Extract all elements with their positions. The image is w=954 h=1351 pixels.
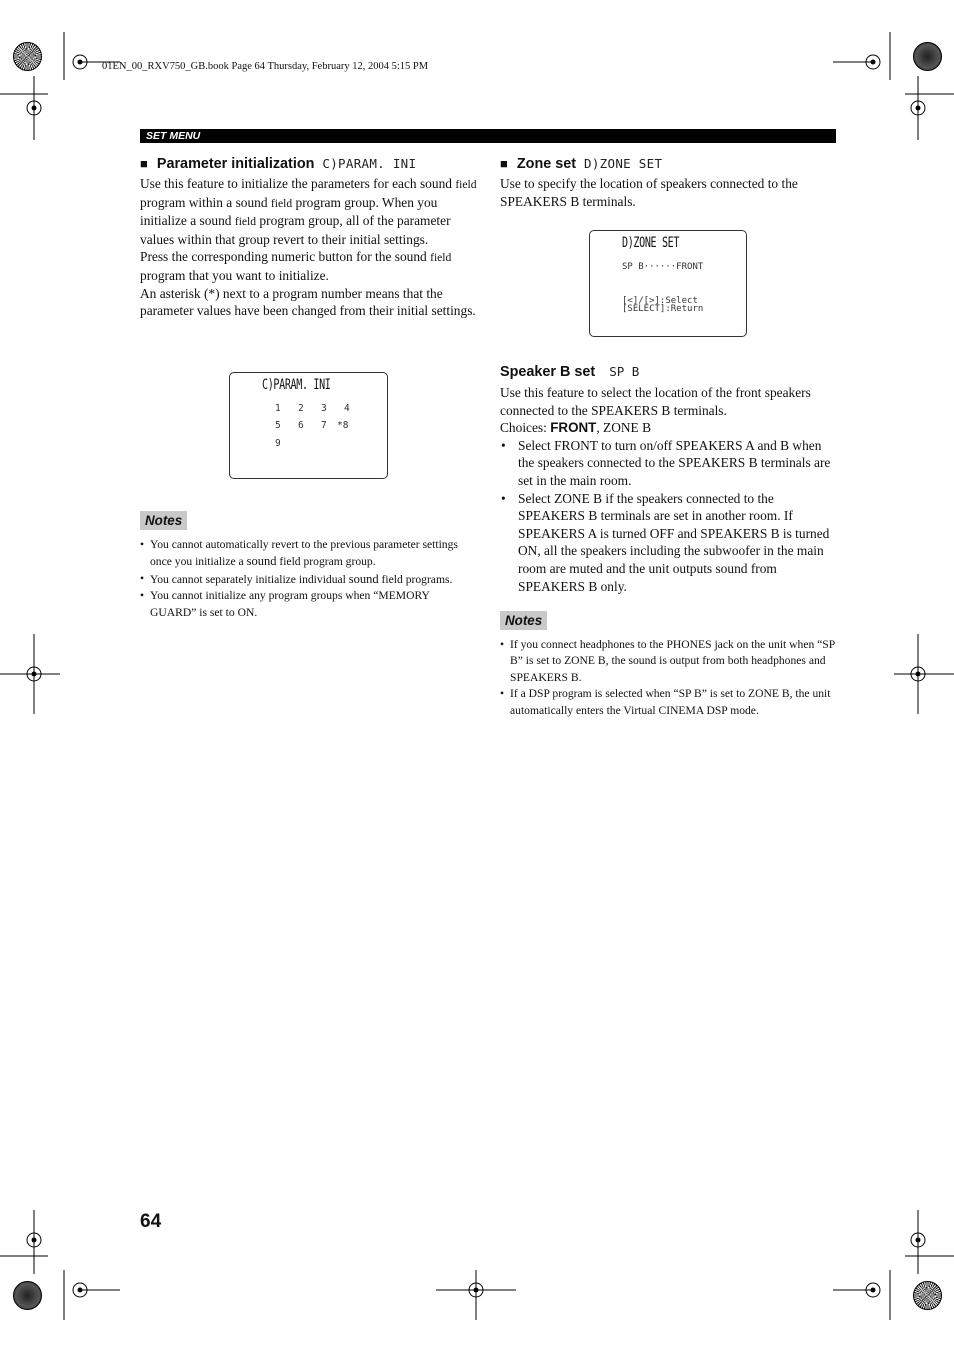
- note-item: [140, 588, 470, 621]
- lcd-program-number: 9: [275, 438, 281, 449]
- speaker-b-title: Speaker B set: [500, 364, 596, 380]
- note-item: • If you connect headphones to the PHONES jack on the unit when “SP B” is set to ZONE B, the sound is output from both headphones and SPEAKERS B.: [500, 637, 836, 686]
- lcd-title: C)PARAM. INI: [262, 377, 331, 393]
- text-run: field: [430, 251, 452, 265]
- notes-label: Notes: [140, 511, 187, 530]
- text-run: You cannot separately initialize individual: [150, 572, 349, 586]
- param-init-lcd-display: [229, 372, 388, 479]
- param-init-paragraph-3: An asterisk (*) next to a program number means that the parameter values have been changed from their initial settings.: [140, 285, 476, 319]
- note-item: • If a DSP program is selected when “SP B” is set to ZONE B, the unit automatically enters the Virtual CINEMA DSP mode.: [500, 686, 836, 719]
- text-run: Choices:: [500, 420, 551, 436]
- speaker-b-choices: [500, 419, 836, 437]
- lcd-line: [<]/[>]:Select: [622, 296, 698, 306]
- text-run: You cannot initialize any program groups when “MEMORY GUARD” is set to ON.: [150, 589, 430, 619]
- notes-label: Notes: [500, 611, 547, 630]
- lcd-program-number: 1: [275, 403, 281, 414]
- text-run: field: [455, 178, 477, 191]
- param-init-code: C)PARAM. INI: [322, 156, 417, 171]
- zone-set-title: Zone set: [516, 156, 577, 172]
- lcd-program-number: 4: [344, 403, 350, 414]
- text-run: program group, all of the parameter values within that group revert to their initial settings.: [140, 213, 451, 247]
- default-choice: FRONT: [550, 420, 597, 436]
- bullet-item: • Select ZONE B if the speakers connected to the SPEAKERS B terminals are set in another room. If SPEAKERS A is turned OFF and SPEAKERS B is turned ON, all the speakers including the subwoofer in the main room are muted and the unit outputs sound from SPEAKERS B only.: [500, 490, 836, 596]
- lcd-title: D)ZONE SET: [622, 235, 680, 251]
- text-run: program within a sound: [140, 194, 271, 210]
- page-number: 64: [140, 1211, 162, 1232]
- param-init-paragraph-1: [140, 175, 480, 248]
- lcd-program-number: *8: [337, 420, 349, 431]
- param-init-title: Parameter initialization: [156, 156, 315, 172]
- param-init-heading: [140, 154, 480, 174]
- note-item: [140, 571, 470, 588]
- text-run: field programs.: [378, 572, 453, 586]
- lcd-line: SP B······FRONT: [622, 262, 704, 272]
- zone-set-section: [500, 154, 836, 210]
- speaker-b-code: SP B: [609, 364, 640, 379]
- zone-set-lcd-display: [589, 230, 747, 337]
- speaker-b-section: [500, 362, 836, 595]
- bullet-item: • Select FRONT to turn on/off SPEAKERS A and B when the speakers connected to the SPEAKERS B terminals are set in the main room.: [500, 437, 836, 490]
- text-run: sound: [246, 554, 277, 569]
- zone-set-paragraph: Use to specify the location of speakers connected to the SPEAKERS B terminals.: [500, 176, 798, 209]
- speaker-b-heading: [500, 362, 836, 382]
- text-run: field: [270, 196, 293, 210]
- zone-set-code: D)ZONE SET: [584, 156, 663, 171]
- text-run: field: [234, 215, 257, 229]
- text-run: program group. When you initialize a sound: [140, 194, 438, 229]
- text-run: Use this feature to initialize the parameters for each sound: [140, 176, 456, 191]
- param-init-section: [140, 154, 480, 320]
- zone-set-heading: [500, 154, 836, 174]
- text-run: Press the corresponding numeric button for the sound: [140, 249, 431, 265]
- square-bullet-icon: ■: [140, 156, 148, 171]
- lcd-program-number: 3: [321, 403, 327, 414]
- note-item: [140, 537, 470, 571]
- lcd-line: [SELECT]:Return: [622, 304, 704, 314]
- param-init-paragraph-2: [140, 248, 480, 284]
- lcd-program-number: 2: [298, 403, 304, 414]
- text-run: field program group.: [276, 555, 376, 569]
- square-bullet-icon: ■: [500, 156, 508, 171]
- param-init-notes: [140, 537, 470, 621]
- speaker-b-bullets: [500, 437, 836, 595]
- lcd-program-number: 5: [275, 420, 281, 431]
- lcd-program-number: 7: [321, 420, 327, 431]
- text-run: , ZONE B: [596, 420, 652, 436]
- section-bar: [140, 129, 836, 143]
- text-run: You cannot automatically revert to the previous parameter settings once you initialize a: [150, 538, 458, 569]
- text-run: sound: [348, 571, 379, 586]
- section-label: SET MENU: [146, 130, 201, 142]
- text-run: program that you want to initialize.: [140, 267, 329, 283]
- lcd-program-number: 6: [298, 420, 304, 431]
- speaker-b-notes: [500, 637, 836, 719]
- print-header: 01EN_00_RXV750_GB.book Page 64 Thursday, February 12, 2004 5:15 PM: [102, 61, 429, 72]
- speaker-b-paragraph: Use this feature to select the location of the front speakers connected to the SPEAKERS B terminals.: [500, 385, 811, 418]
